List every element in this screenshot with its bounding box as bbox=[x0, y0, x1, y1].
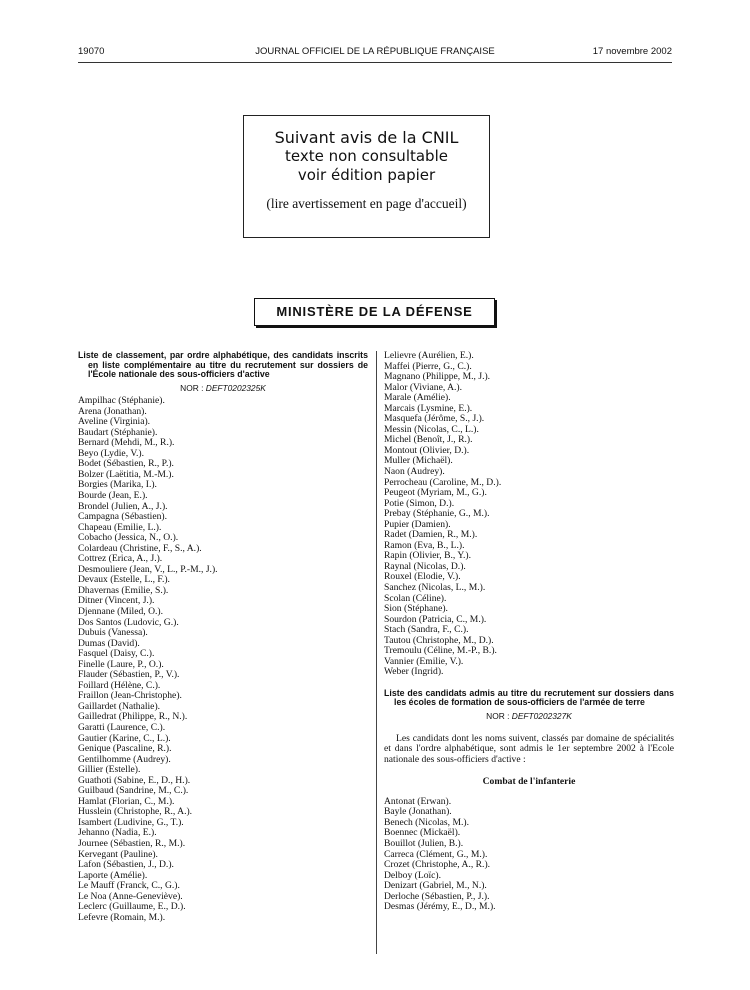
cnil-line-4: (lire avertissement en page d'accueil) bbox=[266, 196, 467, 211]
list-item: Jehanno (Nadia, E.). bbox=[78, 828, 157, 839]
list-item: Cobacho (Jessica, N., O.). bbox=[78, 533, 179, 544]
section2-nor bbox=[384, 711, 674, 722]
list-item: Rouxel (Elodie, V.). bbox=[384, 572, 461, 583]
list-item: Gautier (Karine, C., L.). bbox=[78, 733, 171, 744]
list-item: Le Mauff (Franck, C., G.). bbox=[78, 881, 180, 892]
cnil-line-2: texte non consultable bbox=[285, 147, 448, 165]
list-item: Flauder (Sébastien, P., V.). bbox=[78, 670, 180, 681]
list-item: Chapeau (Emilie, L.). bbox=[78, 522, 162, 533]
list-item: Colardeau (Christine, F., S., A.). bbox=[78, 543, 202, 554]
left-column bbox=[78, 351, 368, 923]
list-item: Bayle (Jonathan). bbox=[384, 807, 452, 818]
list-item: Desmouliere (Jean, V., L., P.-M., J.). bbox=[78, 564, 218, 575]
list-item: Denizart (Gabriel, M., N.). bbox=[384, 881, 487, 892]
list-item: Pupier (Damien). bbox=[384, 519, 451, 530]
list-item: Gentilhomme (Audrey). bbox=[78, 754, 171, 765]
list-item: Messin (Nicolas, C., L.). bbox=[384, 424, 479, 435]
list-item: Arena (Jonathan). bbox=[78, 406, 147, 417]
list-item: Desmas (Jérémy, E., D., M.). bbox=[384, 902, 496, 913]
list-item: Crozet (Christophe, A., R.). bbox=[384, 860, 491, 871]
list-item: Aveline (Virginia). bbox=[78, 417, 151, 428]
list-item: Hamlat (Florian, C., M.). bbox=[78, 796, 175, 807]
list-item: Garatti (Laurence, C.). bbox=[78, 723, 166, 733]
list-item: Raynal (Nicolas, D.). bbox=[384, 561, 466, 572]
list-item: Potie (Simon, D.). bbox=[384, 498, 455, 509]
list-item: Beyo (Lydie, V.). bbox=[78, 448, 144, 459]
list-item: Le Noa (Anne-Geneviève). bbox=[78, 891, 183, 902]
list-item: Laporte (Amélie). bbox=[78, 870, 148, 881]
list-item: Maffei (Pierre, G., C.). bbox=[384, 361, 472, 372]
section2-intro: Les candidats dont les noms suivent, classés par domaine de spécialités et dans l'ordre alphabétique, sont admis le 1er septembre 2002 à l'Ecole nationale des sous-officiers d'active : bbox=[384, 732, 674, 765]
list-item: Bouillot (Julien, B.). bbox=[384, 839, 464, 850]
list-item: Lelievre (Aurélien, E.). bbox=[384, 351, 474, 361]
section1-names-left bbox=[78, 396, 368, 923]
list-item: Genique (Pascaline, R.). bbox=[78, 744, 172, 755]
list-item: Tautou (Christophe, M., D.). bbox=[384, 635, 494, 646]
header-rule bbox=[78, 62, 672, 63]
list-item: Foillard (Hélène, C.). bbox=[78, 680, 161, 691]
section2-nor-code: DEFT0202327K bbox=[511, 710, 572, 721]
section1-title: Liste de classement, par ordre alphabétique, des candidats inscrits en liste complémentaire au titre du recrutement sur dossiers de l'École nationale des sous-officiers d'active bbox=[78, 350, 368, 379]
journal-title: JOURNAL OFFICIEL DE LA RÉPUBLIQUE FRANÇAISE bbox=[255, 46, 495, 57]
list-item: Radet (Damien, R., M.). bbox=[384, 530, 478, 541]
list-item: Campagna (Sébastien). bbox=[78, 512, 167, 523]
list-item: Magnano (Philippe, M., J.). bbox=[384, 372, 491, 383]
list-item: Finelle (Laure, P., O.). bbox=[78, 659, 164, 670]
right-column bbox=[384, 351, 674, 913]
list-item: Montout (Olivier, D.). bbox=[384, 445, 470, 456]
list-item: Dumas (David). bbox=[78, 638, 140, 649]
list-item: Antonat (Erwan). bbox=[384, 796, 452, 807]
list-item: Ampilhac (Stéphanie). bbox=[78, 396, 165, 407]
list-item: Devaux (Estelle, L., F.). bbox=[78, 575, 170, 586]
section1-names-right bbox=[384, 351, 674, 678]
list-item: Marcais (Lysmine, E.). bbox=[384, 403, 473, 414]
section2-category: Combat de l'infanterie bbox=[482, 776, 576, 788]
list-item: Guilbaud (Sandrine, M., C.). bbox=[78, 786, 189, 797]
list-item: Stach (Sandra, F., C.). bbox=[384, 625, 469, 636]
list-item: Malor (Viviane, A.). bbox=[384, 382, 463, 393]
list-item: Kervegant (Pauline). bbox=[78, 849, 158, 860]
list-item: Lafon (Sébastien, J., D.). bbox=[78, 860, 174, 871]
list-item: Muller (Michaël). bbox=[384, 456, 453, 467]
list-item: Perrocheau (Caroline, M., D.). bbox=[384, 477, 502, 488]
list-item: Journee (Sébastien, R., M.). bbox=[78, 839, 186, 850]
column-divider bbox=[376, 351, 377, 954]
list-item: Ditner (Vincent, J.). bbox=[78, 596, 155, 607]
list-item: Isambert (Ludivine, G., T.). bbox=[78, 817, 184, 828]
publication-date: 17 novembre 2002 bbox=[592, 46, 672, 57]
list-item: Bourde (Jean, E.). bbox=[78, 490, 148, 501]
list-item: Bodet (Sébastien, R., P.). bbox=[78, 459, 174, 470]
list-item: Husslein (Christophe, R., A.). bbox=[78, 807, 193, 818]
list-item: Ramon (Eva, B., L.). bbox=[384, 540, 465, 551]
list-item: Marale (Amélie). bbox=[384, 393, 451, 404]
list-item: Djennane (Miled, O.). bbox=[78, 606, 163, 617]
list-item: Bernard (Mehdi, M., R.). bbox=[78, 438, 175, 449]
list-item: Sourdon (Patricia, C., M.). bbox=[384, 614, 487, 625]
list-item: Derloche (Sébastien, P., J.). bbox=[384, 891, 490, 902]
section1-nor-label: NOR : bbox=[180, 382, 204, 393]
list-item: Borgies (Marika, I.). bbox=[78, 480, 157, 491]
page-number: 19070 bbox=[78, 46, 105, 57]
list-item: Lefevre (Romain, M.). bbox=[78, 912, 166, 923]
list-item: Sanchez (Nicolas, L., M.). bbox=[384, 583, 486, 594]
cnil-line-1: Suivant avis de la CNIL bbox=[274, 128, 459, 147]
list-item: Delboy (Loïc). bbox=[384, 870, 442, 881]
list-item: Carreca (Clément, G., M.). bbox=[384, 849, 488, 860]
list-item: Dubuis (Vanessa). bbox=[78, 628, 148, 639]
section1-nor bbox=[78, 383, 368, 394]
list-item: Brondel (Julien, A., J.). bbox=[78, 501, 168, 512]
list-item: Bolzer (Laëtitia, M.-M.). bbox=[78, 469, 174, 480]
list-item: Gaillardet (Nathalie). bbox=[78, 701, 161, 712]
list-item: Boennec (Mickaël). bbox=[384, 828, 461, 839]
list-item: Vannier (Emilie, V.). bbox=[384, 656, 464, 667]
list-item: Peugeot (Myriam, M., G.). bbox=[384, 488, 487, 499]
list-item: Fasquel (Daisy, C.). bbox=[78, 649, 155, 660]
list-item: Fraillon (Jean-Christophe). bbox=[78, 691, 182, 702]
section1-nor-code: DEFT0202325K bbox=[205, 382, 266, 393]
cnil-line-3: voir édition papier bbox=[297, 166, 436, 184]
list-item: Prebay (Stéphanie, G., M.). bbox=[384, 509, 490, 520]
list-item: Weber (Ingrid). bbox=[384, 667, 444, 678]
list-item: Sion (Stéphane). bbox=[384, 604, 448, 615]
list-item: Gailledrat (Philippe, R., N.). bbox=[78, 712, 188, 723]
ministry-heading: MINISTÈRE DE LA DÉFENSE bbox=[254, 298, 495, 326]
list-item: Naon (Audrey). bbox=[384, 467, 445, 478]
list-item: Tremoulu (Céline, M.-P., B.). bbox=[384, 646, 497, 657]
list-item: Gillier (Estelle). bbox=[78, 765, 141, 776]
section2-names bbox=[384, 797, 674, 913]
list-item: Masquefa (Jérôme, S., J.). bbox=[384, 414, 485, 425]
cnil-notice-box bbox=[243, 115, 490, 238]
page-header bbox=[78, 46, 672, 60]
list-item: Leclerc (Guillaume, E., D.). bbox=[78, 902, 186, 913]
list-item: Dos Santos (Ludovic, G.). bbox=[78, 617, 179, 628]
section2-nor-label: NOR : bbox=[486, 710, 510, 721]
list-item: Scolan (Céline). bbox=[384, 593, 447, 604]
list-item: Rapin (Olivier, B., Y.). bbox=[384, 551, 472, 562]
list-item: Dhavernas (Emilie, S.). bbox=[78, 585, 169, 596]
section2-title: Liste des candidats admis au titre du recrutement sur dossiers dans les écoles de formation de sous-officiers de l'armée de terre bbox=[384, 687, 674, 708]
list-item: Baudart (Stéphanie). bbox=[78, 427, 158, 438]
list-item: Benech (Nicolas, M.). bbox=[384, 817, 469, 828]
list-item: Cottrez (Erica, A., J.). bbox=[78, 554, 163, 565]
list-item: Guathoti (Sabine, E., D., H.). bbox=[78, 775, 191, 786]
list-item: Michel (Benoît, J., R.). bbox=[384, 435, 473, 446]
